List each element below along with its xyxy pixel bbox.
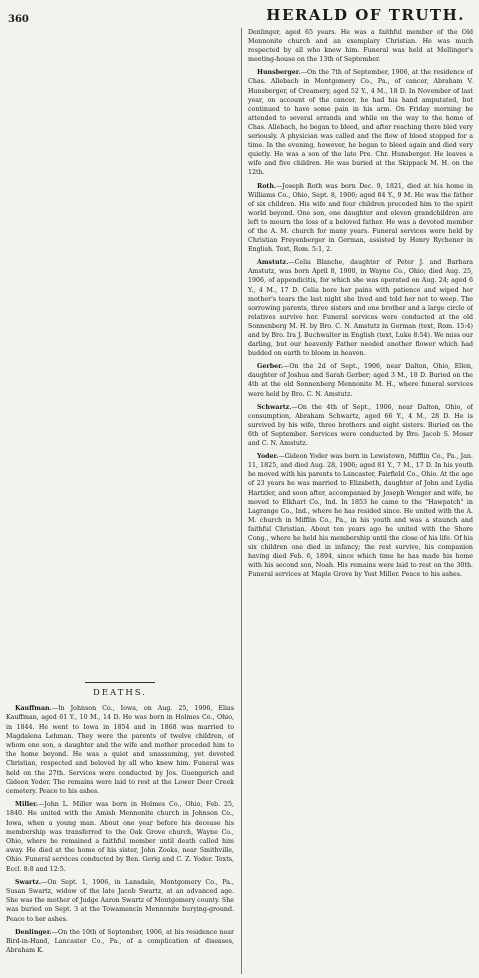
obituary-name: Miller. <box>15 801 39 809</box>
obituary-text: —On the 7th of September, 1906, at the residence of Chas. Allebach in Montgomery Co., Pa., of cancer, Abraham V. Hunsberger, of Creamery, aged 52 Y., 4 M., 18 D. In November of last year, on account of the cancer, he had his hand amputated, but continued to have some pain in his arm. On Friday morning he attended to several errands and while on the way to the home of Chas. Allebach, he began to bleed, and after reaching there bled very seriously. A physician was called and the flow of blood stopped for a time. In the evening, however, he began to bleed again and died very quietly. He was a son of the late Pre. Chr. Hunsberger. He leaves a wife and five children. He was buried at the Skippack M. H. on the 12th. <box>248 69 473 177</box>
obituary-text: —On the 10th of September, 1906, at his residence near Bird-in-Hand, Lancaster Co., Pa., of a complication of diseases, Abraham K. <box>6 928 234 955</box>
obituary-text: —On the 2d of Sept., 1906, near Dalton, Ohio, Ellen, daughter of Joshua and Sarah Gerber; aged 3 M., 18 D. Buried on the 4th at the old Sonnenberg Mennonite M. H., where funeral services were held by Bro. C. N. Amstutz. <box>248 363 473 398</box>
obituary-entry <box>248 258 473 358</box>
obituary-name: Gerber. <box>257 363 284 371</box>
continued-obituary <box>248 28 473 64</box>
obituary-entry <box>248 452 473 579</box>
obituary-name: Yoder. <box>257 453 279 461</box>
obituary-name: Roth. <box>257 182 277 190</box>
section-heading: DEATHS. <box>93 688 147 698</box>
obituary-entry <box>248 403 473 448</box>
right-column <box>248 28 473 688</box>
obituary-entry <box>6 928 234 956</box>
obituary-name: Hunsberger. <box>257 69 301 77</box>
left-column <box>6 682 234 974</box>
obituary-entry <box>248 182 473 255</box>
obituary-name: Denlinger. <box>15 928 52 936</box>
obituary-text: —Celia Blanche, daughter of Peter J. and Barbara Amstutz, was born April 8, 1900, in Wayne Co., Ohio; died Aug. 25, 1906, of appendicitis, for which she was operated on Aug. 24; aged 6 Y., 4 M., 17 D. Celia bore her pains with patience and wiped her mother's tears the last night she lived and told her not to weep. The sorrowing parents, three sisters and one brother and a large circle of relatives survive her. Funeral services were conducted at the old Sonnenberg M. H. by Bro. C. N. Amstutz in German (text, Rom. 15:4) and by Bro. Ira J. Buchwalter in English (text, Luke 8:54). We miss our darling, but our heavenly Father needed another flower which had budded on earth to bloom in heaven. <box>248 259 473 358</box>
obituary-text: —Gideon Yoder was born in Lewistown, Mifflin Co., Pa., Jan. 11, 1825, and died Aug. 28, 1906; aged 81 Y., 7 M., 17 D. In his youth he moved with his parents to Lancaster, Fairfield Co., Ohio. At the age of 23 years he was married to Elizabeth, daughter of John and Lydia Hartzler, and soon after, accompanied by Joseph Wenger and wife, he moved to Elkhart Co., Ind. In 1853 he came to the "Hawpatch" in Lagrange Co., Ind., where he has resided since. He united with the A. M. church in Mifflin Co., Pa., in his youth and was a staunch and faithful Christian. About ten years ago he united with the Shore Cong., where he held his membership until the close of his life. Of his six children one died in infancy; the rest survive, his companion having died Feb. 6, 1894, since which time he has made his home with his second son, Noah. His remains were laid to rest on the 30th. Funeral services at Maple Grove by Yost Miller. Peace to his ashes. <box>248 453 473 579</box>
obituary-entry <box>248 362 473 398</box>
obituary-entry <box>6 704 234 796</box>
obituary-text: —On the 4th of Sept., 1906, near Dalton, Ohio, of consumption, Abraham Schwartz, aged 66 Y., 4 M., 28 D. He is survived by his wife, three brothers and eight sisters. Buried on the 6th of September. Services were conducted by Bro. Jacob S. Moser and C. N. Amstutz. <box>248 403 473 448</box>
obituary-text: —Joseph Roth was born Dec. 9, 1821, died at his home in Williams Co., Ohio, Sept. 8, 1906; aged 84 Y., 9 M. He was the father of six children. His wife and four children preceded him to the spirit world beyond. One son, one daughter and eleven grandchildren are left to mourn the loss of a beloved father. He was a devoted member of the A. M. church for many years. Funeral services were held by Christian Freyenberger in German, assisted by Henry Rychener in English. Text, Rom. 5:1, 2. <box>248 182 473 254</box>
obituary-name: Swartz. <box>15 878 42 886</box>
obituary-entry <box>6 800 234 874</box>
obituary-text: —On Sept. 1, 1906, in Lansdale, Montgomery Co., Pa., Susan Swartz, widow of the late Jacob Swartz, at an advanced age. She was the mother of Judge Aaron Swartz of Montgomery county. She was buried on Sept. 3 at the Towamencin Mennonite burying-ground. Peace to her ashes. <box>6 878 234 923</box>
obituary-name: Amstutz. <box>257 259 289 267</box>
obituary-name: Schwartz. <box>257 403 292 411</box>
page-number: 360 <box>8 14 29 25</box>
column-divider <box>241 28 242 974</box>
obituary-text: —John L. Miller was born in Holmes Co., Ohio, Feb. 25, 1840. He united with the Amish Mennonite church in Johnson Co., Iowa, when a young man. About one year before his decease his membership was transferred to the Oak Grove church, Wayne Co., Ohio, where he remained a faithful member until death called him away. He died at the home of his sister, John Zooks, near Smithville, Ohio. Funeral services conducted by Ben. Gerig and C. Z. Yoder. Texts, Eccl. 8:8 and 12:5. <box>6 801 234 873</box>
obituary-entry <box>6 878 234 924</box>
obituary-text: —In Johnson Co., Iowa, on Aug. 25, 1906, Elias Kauffman, aged 61 Y., 10 M., 14 D. He was born in Holmes Co., Ohio, in 1844. He went to Iowa in 1854 and in 1868 was married to Magdalena Lehman. They were the parents of twelve children, of whom one son, a daughter and the wife and mother preceded him to the home beyond. He was a quiet and unassuming, yet devoted Christian, respected and beloved by all who knew him. Funeral was held on the 27th. Services were conducted by Jos. Guengerich and Gideon Yoder. The remains were laid to rest at the Lower Deer Creek cemetery. Peace to his ashes. <box>6 705 234 796</box>
newspaper-masthead: HERALD OF TRUTH. <box>266 6 465 24</box>
heading-rule <box>85 682 155 683</box>
obituary-name: Kauffman. <box>15 705 52 713</box>
continued-text: Denlinger, aged 65 years. He was a faithful member of the Old Mennonite church and an exemplary Christian. He was much respected by all who knew him. Funeral was held at Mellinger's meeting-house on the 13th of September. <box>248 29 473 64</box>
obituary-entry <box>248 68 473 177</box>
